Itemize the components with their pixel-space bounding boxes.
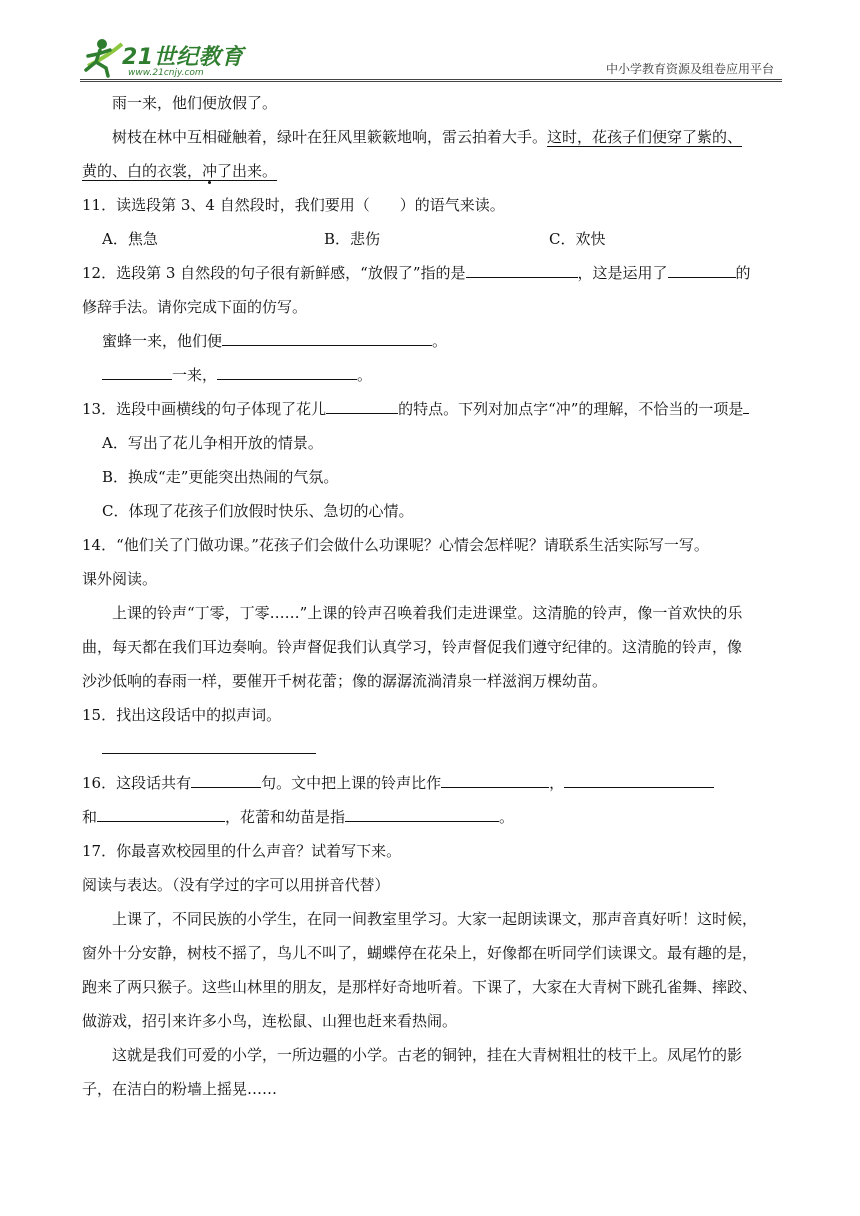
question-13-option-a: A．写出了花儿争相开放的情景。 bbox=[102, 434, 323, 452]
reading-passage-line: 跑来了两只猴子。这些山林里的朋友，是那样好奇地听着。下课了，大家在大青树下跳孔雀舞、摔跤、 bbox=[82, 978, 758, 996]
question-text: ，这是运用了 bbox=[577, 264, 668, 282]
dotted-character: 冲 bbox=[202, 162, 218, 180]
page-header bbox=[0, 0, 860, 82]
reading-passage-line: 沙沙低响的春雨一样，要催开千树花蕾；像的潺潺流淌清泉一样滋润万棵幼苗。 bbox=[82, 672, 608, 690]
section-title: 阅读与表达。（没有学过的字可以用拼音代替） bbox=[82, 876, 390, 894]
passage-line bbox=[82, 120, 780, 154]
question-11-options bbox=[82, 222, 780, 256]
reading-passage-line: 窗外十分安静，树枝不摇了，鸟儿不叫了，蝴蝶停在花朵上，好像都在听同学们读课文。最有趣的是， bbox=[82, 944, 758, 962]
reading-passage-line: 上课了，不同民族的小学生，在同一间教室里学习。大家一起朗读课文，那声音真好听！这时候， bbox=[112, 910, 758, 928]
question-15-answer bbox=[82, 732, 780, 766]
question-text: 12．选段第 3 自然段的句子很有新鲜感，“放假了”指的是 bbox=[82, 264, 466, 282]
underlined-sentence: 这时，花孩子们便穿了紫的、 bbox=[547, 128, 743, 146]
answer-blank[interactable] bbox=[326, 395, 398, 414]
logo-url: www.21cnjy.com bbox=[128, 68, 204, 78]
underlined-text: 黄的、白的衣裳， bbox=[82, 162, 203, 180]
reading-passage-line: 这就是我们可爱的小学，一所边疆的小学。古老的铜钟，挂在大青树粗壮的枝干上。凤尾竹的影 bbox=[112, 1046, 743, 1064]
answer-blank[interactable] bbox=[668, 259, 736, 278]
question-text: 。 bbox=[432, 332, 448, 350]
option-c: C．欢快 bbox=[549, 230, 606, 248]
question-15: 15．找出这段话中的拟声词。 bbox=[82, 706, 282, 724]
question-text: ，花蕾和幼苗是指 bbox=[225, 808, 346, 826]
question-13 bbox=[82, 392, 780, 426]
question-text: 。 bbox=[499, 808, 515, 826]
answer-blank[interactable] bbox=[466, 259, 578, 278]
passage-line bbox=[82, 154, 780, 188]
answer-blank[interactable] bbox=[564, 769, 714, 788]
question-16 bbox=[82, 766, 780, 800]
question-text: ， bbox=[549, 774, 565, 792]
imitation-line-2 bbox=[82, 358, 780, 392]
reading-passage-line: 做游戏，招引来许多小鸟，连松鼠、山狸也赶来看热闹。 bbox=[82, 1012, 458, 1030]
question-13-option-c: C．体现了花孩子们放假时快乐、急切的心情。 bbox=[102, 502, 414, 520]
reading-passage-line: 子，在洁白的粉墙上摇晃…… bbox=[82, 1080, 278, 1098]
question-text: 13．选段中画横线的句子体现了花儿 bbox=[82, 400, 327, 418]
passage-text: 树枝在林中互相碰触着，绿叶在狂风里簌簌地响，雷云拍着大手。 bbox=[112, 128, 548, 146]
option-b: B．悲伤 bbox=[324, 230, 381, 248]
answer-blank[interactable] bbox=[102, 361, 172, 380]
option-a: A．焦急 bbox=[102, 230, 158, 248]
underlined-text: 了出来。 bbox=[217, 162, 278, 180]
imitation-line-1 bbox=[82, 324, 780, 358]
question-text: 16．这段话共有 bbox=[82, 774, 192, 792]
answer-blank[interactable] bbox=[217, 361, 357, 380]
question-text: 句。文中把上课的铃声比作 bbox=[261, 774, 442, 792]
worksheet-body bbox=[82, 86, 780, 1106]
answer-blank[interactable] bbox=[743, 395, 749, 414]
passage-line: 雨一来，他们便放假了。 bbox=[112, 94, 278, 112]
reading-passage-line: 上课的铃声“丁零，丁零……”上课的铃声召唤着我们走进课堂。这清脆的铃声，像一首欢快的乐 bbox=[112, 604, 743, 622]
header-rule-2 bbox=[80, 81, 782, 82]
answer-blank[interactable] bbox=[97, 803, 225, 822]
question-12-continued: 修辞手法。请你完成下面的仿写。 bbox=[82, 298, 308, 316]
answer-blank[interactable] bbox=[102, 735, 316, 754]
logo-text: 21世纪教育 bbox=[122, 45, 244, 70]
question-text: 。 bbox=[357, 366, 373, 384]
answer-blank[interactable] bbox=[191, 769, 261, 788]
question-text: 的特点。下列对加点字“冲”的理解，不恰当的一项是 bbox=[398, 400, 744, 418]
answer-blank[interactable] bbox=[441, 769, 549, 788]
question-14: 14．“他们关了门做功课。”花孩子们会做什么功课呢？心情会怎样呢？请联系生活实际写一写。 bbox=[82, 536, 709, 554]
question-11: 11．读选段第 3、4 自然段时，我们要用（ ）的语气来读。 bbox=[82, 196, 505, 214]
question-text: 一来， bbox=[172, 366, 218, 384]
question-13-option-b: B．换成“走”更能突出热闹的气氛。 bbox=[102, 468, 339, 486]
question-text: 和 bbox=[82, 808, 98, 826]
header-rule bbox=[80, 79, 782, 80]
question-16-continued bbox=[82, 800, 780, 834]
question-12 bbox=[82, 256, 780, 290]
answer-blank[interactable] bbox=[345, 803, 499, 822]
section-title: 课外阅读。 bbox=[82, 570, 158, 588]
underlined-sentence bbox=[82, 162, 277, 180]
reading-passage-line: 曲，每天都在我们耳边奏响。铃声督促我们认真学习，铃声督促我们遵守纪律的。这清脆的铃声，像 bbox=[82, 638, 743, 656]
question-17: 17．你最喜欢校园里的什么声音？试着写下来。 bbox=[82, 842, 402, 860]
question-text: 蜜蜂一来，他们便 bbox=[102, 332, 223, 350]
answer-blank[interactable] bbox=[222, 327, 432, 346]
question-text: 的 bbox=[735, 264, 751, 282]
platform-title: 中小学教育资源及组卷应用平台 bbox=[605, 62, 774, 76]
